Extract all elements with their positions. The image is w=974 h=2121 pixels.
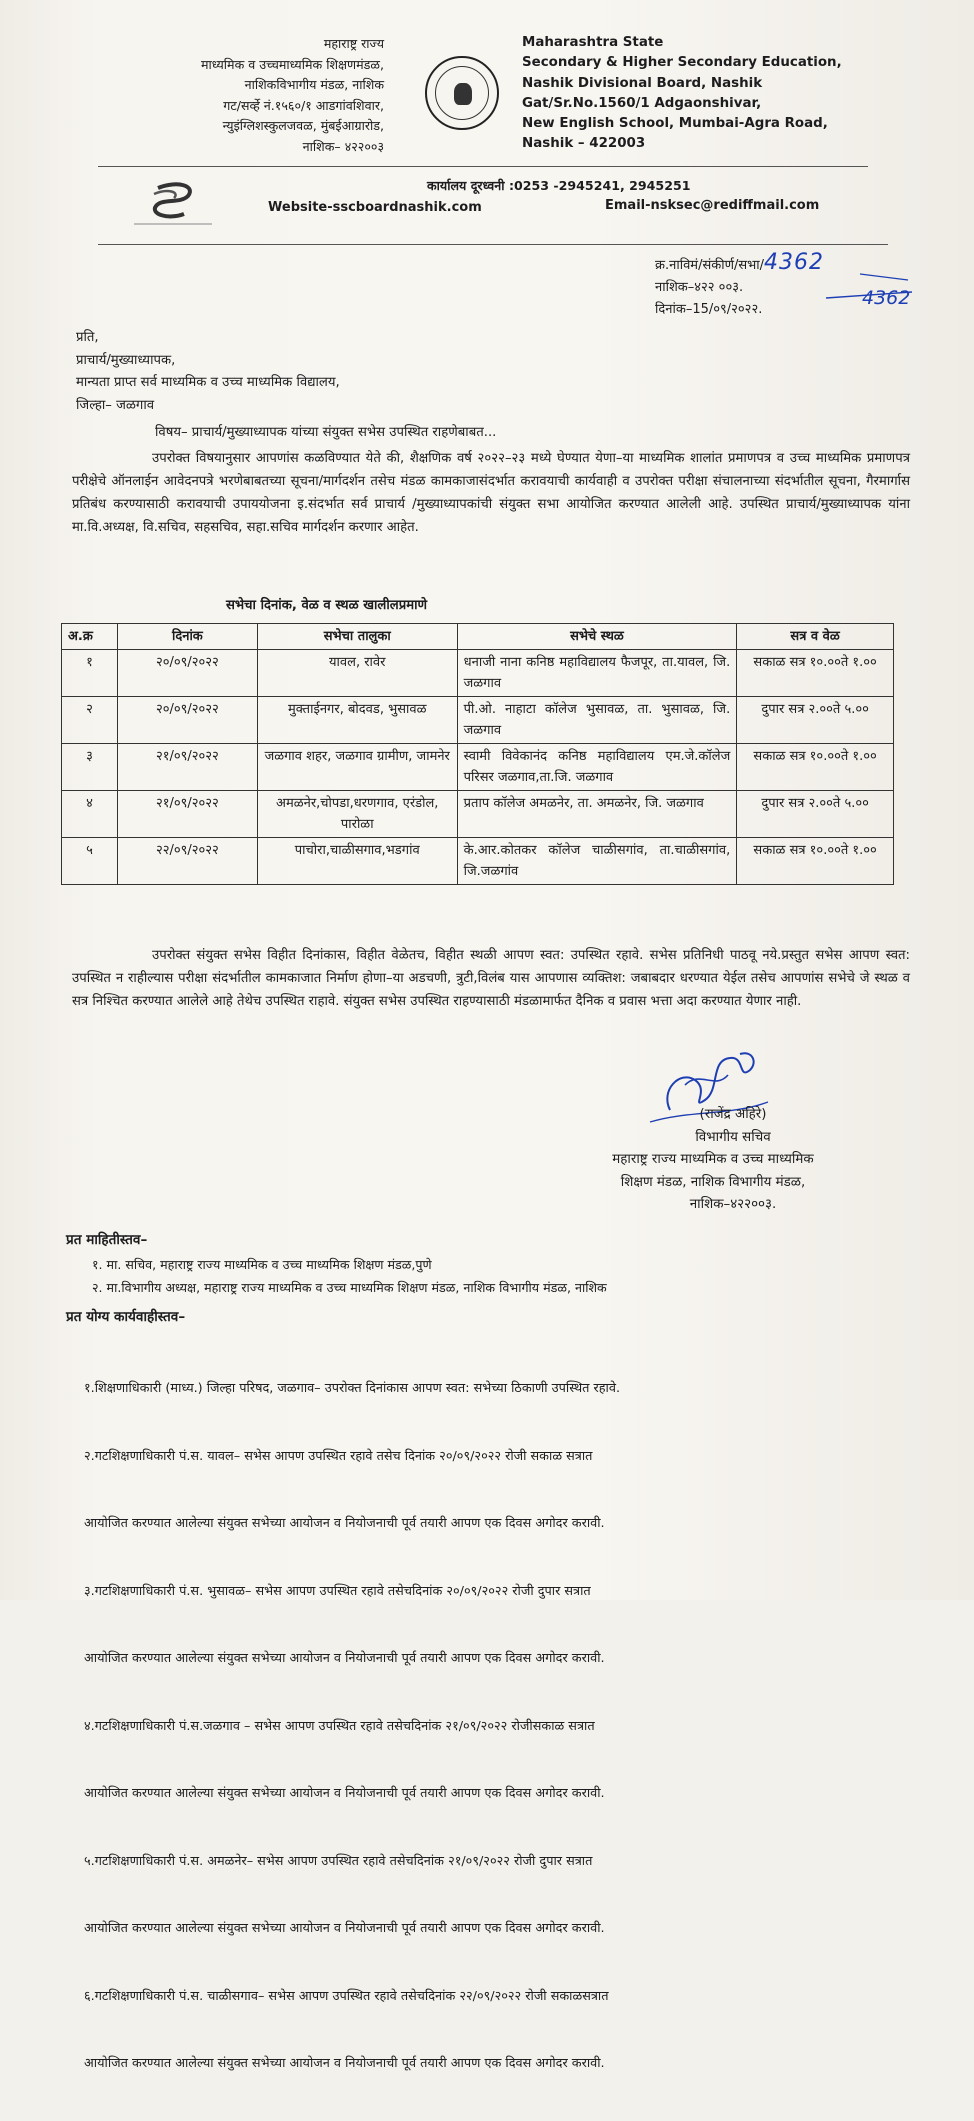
action-copy-line: ६.गटशिक्षणाधिकारी पं.स. चाळीसगाव– सभेस आपण उपस्थित रहावे तसेचदिनांक २२/०९/२०२२ रोजी सकाळसत्रात bbox=[84, 1988, 609, 2004]
row-date: २१/०९/२०२२ bbox=[117, 744, 257, 791]
header-english-line: Secondary & Higher Secondary Education, bbox=[522, 55, 842, 71]
body-paragraph bbox=[72, 447, 910, 539]
row-date: २०/०९/२०२२ bbox=[117, 650, 257, 697]
action-copy-heading: प्रत योग्य कार्यवाहीस्तव– bbox=[66, 1309, 186, 1325]
seal-inner-ring bbox=[435, 66, 489, 120]
ref-number-line bbox=[655, 252, 824, 277]
ref-date-value: 15/०९/२०२२. bbox=[692, 302, 763, 317]
table-caption: सभेचा दिनांक, वेळ व स्थळ खालीलप्रमाणे bbox=[226, 598, 428, 613]
row-serial: १ bbox=[62, 650, 118, 697]
row-venue: के.आर.कोतकर कॉलेज चाळीसगांव, ता.चाळीसगांव, जि.जळगांव bbox=[457, 838, 737, 885]
row-taluka: जळगाव शहर, जळगाव ग्रामीण, जामनेर bbox=[257, 744, 457, 791]
body-paragraph-text: उपरोक्त विषयानुसार आपणांस कळविण्यात येते की, शैक्षणिक वर्ष २०२२–२३ मध्ये घेण्यात येणा–या माध्यमिक शालांत प्रमाणपत्र व उच्च माध्यमिक प्रमाणपत्र परीक्षेचे ऑनलाईन आवेदनपत्रे भरणेबाबतच्या सूचना/मार्गदर्शन तसेच मंडळ कामकाजासंदर्भात करावयाची कार्यवाही व उपरोक्त परीक्षा संचालनाच्या संदर्भातील सूचना, गैरमार्गास प्रतिबंध करण्यासाठी करावयाची उपाययोजना इ.संदर्भात सर्व प्राचार्य /मुख्याध्यापकांची संयुक्त सभा आयोजित करण्यात आलेली आहे. उपस्थित प्राचार्य/मुख्याध्यापक यांना मा.वि.अध्यक्ष, वि.सचिव, सहसचिव, सहा.सचिव मार्गदर्शन करणार आहेत. bbox=[72, 451, 910, 535]
action-copy-line: ३.गटशिक्षणाधिकारी पं.स. भुसावळ– सभेस आपण उपस्थित रहावे तसेचदिनांक २०/०९/२०२२ रोजी दुपार सत्रात bbox=[84, 1583, 591, 1599]
signatory-designation: विभागीय सचिव bbox=[695, 1129, 771, 1145]
signatory-org: नाशिक–४२२००३. bbox=[689, 1197, 777, 1212]
handwritten-underline bbox=[820, 270, 920, 310]
header-english-line: Nashik – 422003 bbox=[522, 136, 646, 152]
info-copy-heading: प्रत माहितीस्तव– bbox=[66, 1232, 148, 1248]
action-copy-line: १.शिक्षणाधिकारी (माध्य.) जिल्हा परिषद, जळगाव– उपरोक्त दिनांकास आपण स्वत: सभेच्या ठिकाणी उपस्थित रहावे. bbox=[84, 1381, 621, 1396]
letter-subject: विषय– प्राचार्य/मुख्याध्यापक यांच्या संयुक्त सभेस उपस्थित राहणेबाबत... bbox=[155, 425, 497, 440]
closing-paragraph-text: उपरोक्त संयुक्त सभेस विहीत दिनांकास, विहीत वेळेतच, विहीत स्थळी आपण स्वत: उपस्थित रहावे. सभेस प्रतिनिधी पाठवू नये.प्रस्तुत सभेस आपण स्वत: उपस्थित न राहील्यास परीक्षा संदर्भातील कामकाजात निर्माण होणा–या अडचणी, त्रुटी,विलंब यास आपणास व्यक्तिश: जबाबदार धरण्यात येईल तसेच आपणांस सभेचे जे स्थळ व सत्र निश्चित करण्यात आलेले आहे तेथेच उपस्थित राहावे. संयुक्त सभेस उपस्थित राहण्यासाठी मंडळामार्फत दैनिक व प्रवास भत्ता अदा करण्यात येणार नाही. bbox=[72, 948, 910, 1009]
header-english-line: New English School, Mumbai-Agra Road, bbox=[522, 116, 828, 132]
addressee-line: प्राचार्य/मुख्याध्यापक, bbox=[76, 352, 176, 368]
header-divider-bottom bbox=[98, 244, 888, 245]
row-serial: २ bbox=[62, 697, 118, 744]
table-row bbox=[62, 744, 894, 791]
info-copy-item: १. मा. सचिव, महाराष्ट्र राज्य माध्यमिक व उच्च माध्यमिक शिक्षण मंडळ,पुणे bbox=[92, 1257, 432, 1272]
header-english-line: Maharashtra State bbox=[522, 35, 664, 50]
header-marathi-line: महाराष्ट्र राज्य bbox=[323, 36, 384, 51]
row-taluka: यावल, रावेर bbox=[257, 650, 457, 697]
row-session: दुपार सत्र २.००ते ५.०० bbox=[737, 791, 894, 838]
row-date: २०/०९/२०२२ bbox=[117, 697, 257, 744]
table-header-date: दिनांक bbox=[117, 624, 257, 650]
header-marathi-address bbox=[201, 34, 384, 157]
signatory-name: (राजेंद्र अहिरे) bbox=[699, 1107, 767, 1122]
addressee-to: प्रति, bbox=[76, 330, 99, 345]
board-seal-logo bbox=[425, 56, 499, 130]
row-venue: पी.ओ. नाहाटा कॉलेज भुसावळ, ता. भुसावळ, जि. जळगाव bbox=[457, 697, 737, 744]
row-taluka: मुक्ताईनगर, बोदवड, भुसावळ bbox=[257, 697, 457, 744]
ref-place: नाशिक–४२२ ००३. bbox=[655, 280, 744, 295]
row-venue: स्वामी विवेकानंद कनिष्ठ महाविद्यालय एम.जे.कॉलेज परिसर जळगाव,ता.जि. जळगाव bbox=[457, 744, 737, 791]
office-phone: कार्यालय दूरध्वनी :0253 -2945241, 2945251 bbox=[427, 178, 691, 193]
signatory-org: महाराष्ट्र राज्य माध्यमिक व उच्च माध्यमिक bbox=[612, 1152, 814, 1167]
addressee-line: जिल्हा– जळगाव bbox=[76, 397, 155, 413]
header-marathi-line: नाशिकविभागीय मंडळ, नाशिक bbox=[244, 77, 384, 92]
row-serial: ५ bbox=[62, 838, 118, 885]
action-copy-line: आयोजित करण्यात आलेल्या संयुक्त सभेच्या आयोजन व नियोजनाची पूर्व तयारी आपण एक दिवस अगोदर करावी. bbox=[84, 1786, 605, 1801]
ref-date-line bbox=[655, 299, 824, 321]
row-session: सकाळ सत्र १०.००ते १.०० bbox=[737, 744, 894, 791]
row-venue: प्रताप कॉलेज अमळनेर, ता. अमळनेर, जि. जळगाव bbox=[457, 791, 737, 838]
action-copy-line: आयोजित करण्यात आलेल्या संयुक्त सभेच्या आयोजन व नियोजनाची पूर्व तयारी आपण एक दिवस अगोदर करावी. bbox=[84, 1516, 605, 1531]
ref-number-handwritten: 4362 bbox=[764, 250, 825, 275]
table-row bbox=[62, 838, 894, 885]
header-english-address bbox=[522, 33, 842, 155]
row-taluka: पाचोरा,चाळीसगाव,भडगांव bbox=[257, 838, 457, 885]
row-date: २२/०९/२०२२ bbox=[117, 838, 257, 885]
table-header-serial: अ.क्र bbox=[62, 624, 118, 650]
row-serial: ४ bbox=[62, 791, 118, 838]
row-venue: धनाजी नाना कनिष्ठ महाविद्यालय फैजपूर, ता.यावल, जि. जळगाव bbox=[457, 650, 737, 697]
action-copy-line: ४.गटशिक्षणाधिकारी पं.स.जळगाव – सभेस आपण उपस्थित रहावे तसेचदिनांक २१/०९/२०२२ रोजीसकाळ सत्रात bbox=[84, 1718, 595, 1734]
table-row bbox=[62, 697, 894, 744]
table-row bbox=[62, 650, 894, 697]
addressee-block bbox=[76, 327, 340, 417]
header-divider-top bbox=[98, 166, 868, 167]
header-marathi-line: नाशिक– ४२२००३ bbox=[302, 138, 384, 154]
row-serial: ३ bbox=[62, 744, 118, 791]
header-marathi-line: माध्यमिक व उच्चमाध्यमिक शिक्षणमंडळ, bbox=[200, 56, 384, 72]
row-date: २१/०९/२०२२ bbox=[117, 791, 257, 838]
signatory-org: शिक्षण मंडळ, नाशिक विभागीय मंडळ, bbox=[620, 1174, 806, 1190]
action-copy-line: आयोजित करण्यात आलेल्या संयुक्त सभेच्या आयोजन व नियोजनाची पूर्व तयारी आपण एक दिवस अगोदर करावी. bbox=[84, 1651, 605, 1666]
signature-block bbox=[548, 1104, 878, 1217]
board-email: Email-nsksec@rediffmail.com bbox=[605, 198, 820, 213]
meeting-schedule-table bbox=[61, 623, 894, 885]
ref-number-label: क्र.नाविमं/संकीर्ण/सभा/ bbox=[655, 258, 765, 273]
table-row bbox=[62, 791, 894, 838]
header-marathi-line: गट/सर्व्हे नं.१५६०/१ आडगांवशिवार, bbox=[223, 97, 384, 113]
board-website: Website-sscboardnashik.com bbox=[268, 200, 482, 215]
action-copy-line: आयोजित करण्यात आलेल्या संयुक्त सभेच्या आयोजन व नियोजनाची पूर्व तयारी आपण एक दिवस अगोदर करावी. bbox=[84, 2056, 605, 2071]
row-taluka: अमळनेर,चोपडा,धरणगाव, एरंडोल, पारोळा bbox=[257, 791, 457, 838]
action-copy-list bbox=[84, 1333, 620, 2121]
reference-block bbox=[655, 252, 824, 321]
info-copy-list bbox=[92, 1254, 607, 1299]
header-english-line: Gat/Sr.No.1560/1 Adgaonshivar, bbox=[522, 95, 762, 111]
ref-date-label: दिनांक– bbox=[655, 302, 693, 317]
closing-paragraph bbox=[72, 944, 910, 1013]
row-session: सकाळ सत्र १०.००ते १.०० bbox=[737, 650, 894, 697]
table-header-venue: सभेचे स्थळ bbox=[457, 624, 737, 650]
header-english-line: Nashik Divisional Board, Nashik bbox=[522, 75, 763, 91]
table-header-row bbox=[62, 624, 894, 650]
row-session: दुपार सत्र २.००ते ५.०० bbox=[737, 697, 894, 744]
action-copy-line: ५.गटशिक्षणाधिकारी पं.स. अमळनेर– सभेस आपण उपस्थित रहावे तसेचदिनांक २१/०९/२०२२ रोजी दुपार सत्रात bbox=[84, 1853, 593, 1869]
table-header-taluka: सभेचा तालुका bbox=[257, 624, 457, 650]
table-header-session: सत्र व वेळ bbox=[737, 624, 894, 650]
action-copy-line: आयोजित करण्यात आलेल्या संयुक्त सभेच्या आयोजन व नियोजनाची पूर्व तयारी आपण एक दिवस अगोदर करावी. bbox=[84, 1921, 605, 1936]
ref-date-handwritten: 4362 bbox=[862, 287, 911, 309]
info-copy-item: २. मा.विभागीय अध्यक्ष, महाराष्ट्र राज्य माध्यमिक व उच्च माध्यमिक शिक्षण मंडळ, नाशिक विभागीय मंडळ, नाशिक bbox=[92, 1279, 607, 1295]
header-marathi-line: न्युइंग्लिशस्कुलजवळ, मुंबईआग्रारोड, bbox=[222, 118, 384, 133]
board-swirl-logo bbox=[128, 178, 218, 230]
row-session: सकाळ सत्र १०.००ते १.०० bbox=[737, 838, 894, 885]
action-copy-line: २.गटशिक्षणाधिकारी पं.स. यावल– सभेस आपण उपस्थित रहावे तसेच दिनांक २०/०९/२०२२ रोजी सकाळ सत्रात bbox=[84, 1448, 593, 1464]
seal-emblem bbox=[454, 83, 472, 105]
addressee-line: मान्यता प्राप्त सर्व माध्यमिक व उच्च माध्यमिक विद्यालय, bbox=[76, 375, 340, 390]
